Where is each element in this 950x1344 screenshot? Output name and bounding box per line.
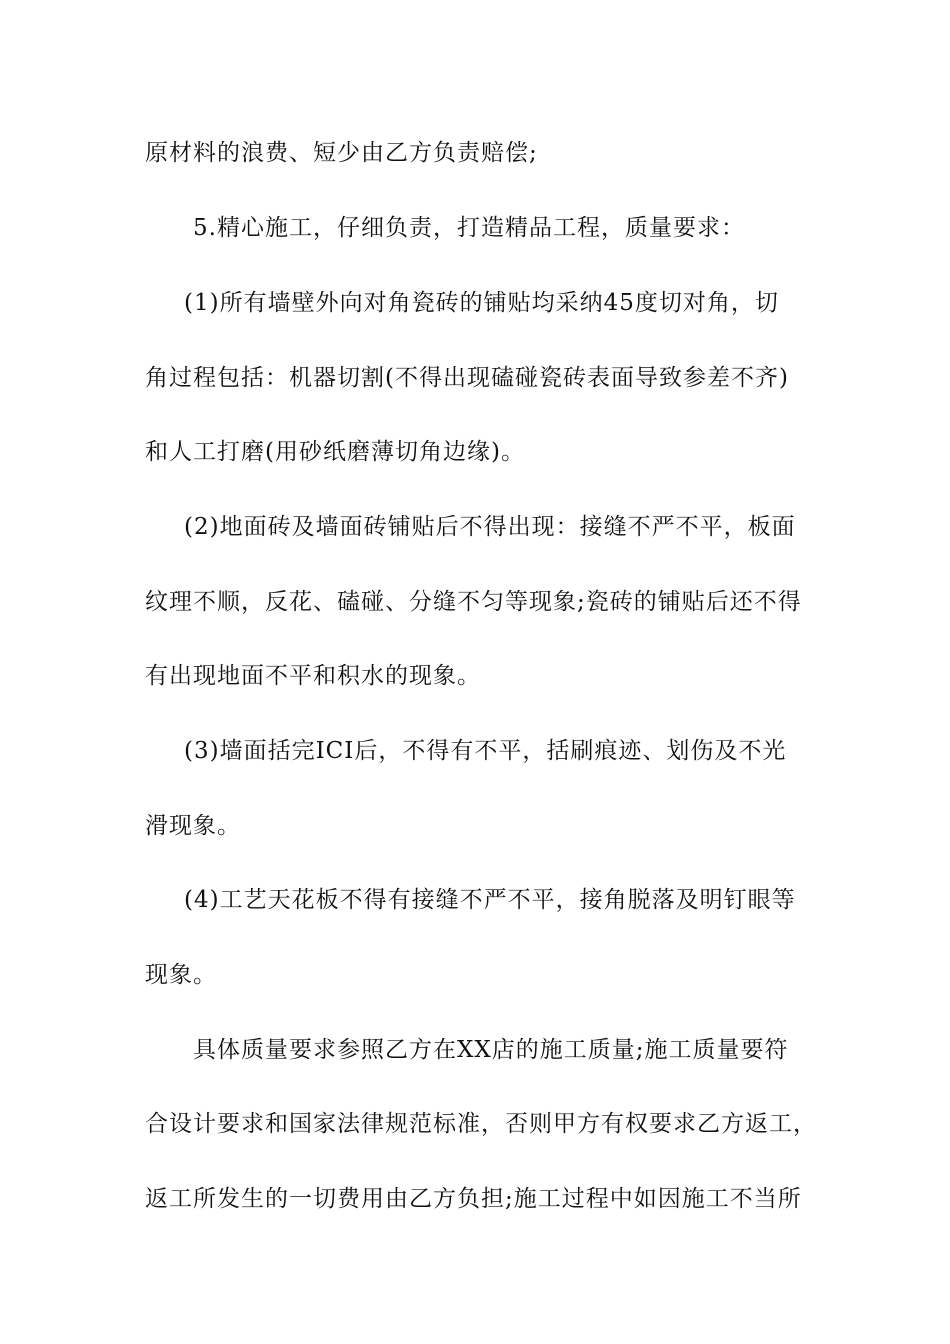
text-line-6: (2)地面砖及墙面砖铺贴后不得出现：接缝不严不平，板面 xyxy=(184,514,796,540)
text-line-4: 角过程包括：机器切割(不得出现磕碰瓷砖表面导致参差不齐) xyxy=(145,365,789,391)
text-line-7: 纹理不顺，反花、磕碰、分缝不匀等现象;瓷砖的铺贴后还不得 xyxy=(145,589,802,615)
text-line-13: 具体质量要求参照乙方在XX店的施工质量;施工质量要符 xyxy=(193,1037,789,1063)
text-line-12: 现象。 xyxy=(145,962,217,988)
text-line-2: 5.精心施工，仔细负责，打造精品工程，质量要求： xyxy=(193,215,745,241)
text-line-15: 返工所发生的一切费用由乙方负担;施工过程中如因施工不当所 xyxy=(145,1186,802,1212)
text-line-8: 有出现地面不平和积水的现象。 xyxy=(145,663,481,689)
text-line-3: (1)所有墙壁外向对角瓷砖的铺贴均采纳45度切对角，切 xyxy=(184,290,779,316)
text-line-9: (3)墙面括完ICI后，不得有不平，括刷痕迹、划伤及不光 xyxy=(184,738,787,764)
text-line-10: 滑现象。 xyxy=(145,813,241,839)
text-line-1: 原材料的浪费、短少由乙方负责赔偿; xyxy=(145,140,538,166)
text-line-11: (4)工艺天花板不得有接缝不严不平，接角脱落及明钉眼等 xyxy=(184,887,796,913)
text-line-14: 合设计要求和国家法律规范标准，否则甲方有权要求乙方返工， xyxy=(145,1111,817,1137)
text-line-5: 和人工打磨(用砂纸磨薄切角边缘)。 xyxy=(145,439,525,465)
